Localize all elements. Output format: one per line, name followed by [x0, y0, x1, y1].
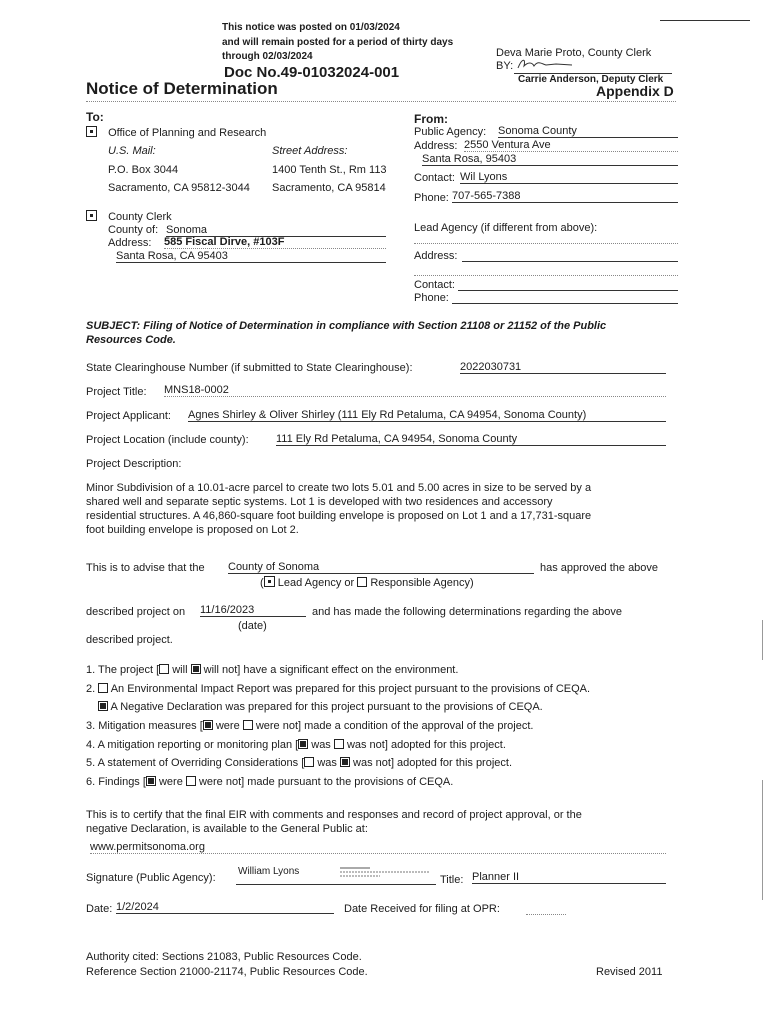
lead-phone-label: Phone: — [414, 292, 449, 304]
signature-line[interactable] — [236, 884, 436, 885]
mitigation-were-checkbox[interactable] — [203, 720, 213, 730]
deputy-clerk: Carrie Anderson, Deputy Clerk — [518, 74, 664, 85]
header-divider — [86, 101, 676, 102]
description-line-1: Minor Subdivision of a 10.01-acre parcel to create two lots 5.01 and 5.00 acres in size to be served by a — [86, 482, 592, 494]
lead-address-label: Address: — [414, 250, 458, 262]
page-title: Notice of Determination — [86, 79, 278, 98]
street-address: 1400 Tenth St., Rm 113 — [272, 164, 387, 176]
appendix-label: Appendix D — [596, 83, 674, 99]
determination-5: 5. A statement of Overriding Considerations [ was was not] adopted for this project. — [86, 757, 513, 769]
title-label: Title: — [440, 874, 464, 886]
title-value[interactable]: Planner II — [472, 871, 666, 884]
determination-4: 4. A mitigation reporting or monitoring plan [ was was not] adopted for this project. — [86, 739, 506, 751]
applicant-value[interactable]: Agnes Shirley & Oliver Shirley (111 Ely Rd Petaluma, CA 94954, Sonoma County) — [188, 409, 666, 422]
to-address-label: Address: — [108, 237, 152, 249]
mail-city: Sacramento, CA 95812-3044 — [108, 182, 250, 194]
overriding-was-not-checkbox[interactable] — [340, 757, 350, 767]
by-label: BY: — [496, 60, 514, 72]
contact-value[interactable]: Wil Lyons — [460, 171, 678, 184]
project-title-value[interactable]: MNS18-0002 — [164, 384, 666, 397]
subject-line-2: Resources Code. — [86, 334, 176, 346]
determinations-intro: and has made the following determinations regarding the above — [312, 606, 623, 618]
phone-value[interactable]: 707-565-7388 — [452, 190, 678, 203]
public-agency-label: Public Agency: — [414, 126, 487, 138]
authority-cited: Authority cited: Sections 21083, Public Resources Code. — [86, 951, 362, 963]
corner-line — [660, 20, 750, 21]
monitoring-was-checkbox[interactable] — [298, 739, 308, 749]
public-agency-value[interactable]: Sonoma County — [498, 125, 678, 138]
sch-value[interactable]: 2022030731 — [460, 361, 666, 374]
clerk-name: Deva Marie Proto, County Clerk — [496, 47, 652, 59]
po-box: P.O. Box 3044 — [108, 164, 179, 176]
subject-line-1: SUBJECT: Filing of Notice of Determination in compliance with Section 21108 or 21152 of the Public — [86, 320, 607, 332]
certify-line-1: This is to certify that the final EIR with comments and responses and record of project approval, or the — [86, 809, 582, 821]
from-address-label: Address: — [414, 140, 458, 152]
from-address-1[interactable]: 2550 Ventura Ave — [464, 139, 678, 152]
lead-agency-line[interactable] — [414, 243, 678, 244]
deputy-line — [514, 73, 672, 74]
from-label: From: — [414, 112, 448, 126]
to-address-2[interactable]: Santa Rosa, CA 95403 — [116, 250, 386, 263]
description-label: Project Description: — [86, 458, 182, 470]
street-city: Sacramento, CA 95814 — [272, 182, 386, 194]
described-on-label: described project on — [86, 606, 186, 618]
agency-type-line: ( Lead Agency or Responsible Agency) — [260, 577, 474, 589]
posted-line-3: through 02/03/2024 — [222, 51, 313, 62]
to-address-1[interactable]: 585 Fiscal Dirve, #103F — [164, 236, 386, 249]
lead-phone-line[interactable] — [452, 303, 678, 304]
lead-address-line-2[interactable] — [414, 275, 678, 276]
street-address-label: Street Address: — [272, 145, 348, 157]
lead-agency-checkbox[interactable] — [264, 576, 275, 587]
description-line-3: residential structures. A 46,860-square foot building envelope is proposed on Lot 1 and a 17,731-square — [86, 510, 592, 522]
posted-line-1: This notice was posted on 01/03/2024 — [222, 22, 400, 33]
contact-label: Contact: — [414, 172, 455, 184]
location-label: Project Location (include county): — [86, 434, 249, 446]
lead-contact-line[interactable] — [458, 290, 678, 291]
signature-label: Signature (Public Agency): — [86, 872, 216, 884]
determination-2: 2. An Environmental Impact Report was prepared for this project pursuant to the provisions of CEQA. — [86, 683, 591, 695]
clerk-signature — [516, 56, 576, 72]
revised-year: Revised 2011 — [596, 966, 663, 978]
opr-received-line[interactable] — [526, 914, 566, 915]
responsible-agency-text: Responsible Agency) — [370, 577, 474, 589]
opr-label: Office of Planning and Research — [108, 127, 267, 139]
responsible-agency-checkbox[interactable] — [357, 577, 367, 587]
public-url[interactable]: www.permitsonoma.org — [90, 841, 666, 854]
from-address-2[interactable]: Santa Rosa, 95403 — [422, 153, 678, 166]
significant-will-checkbox[interactable] — [159, 664, 169, 674]
county-clerk-line — [86, 210, 172, 223]
county-clerk-label: County Clerk — [108, 211, 172, 223]
mitigation-were-not-checkbox[interactable] — [243, 720, 253, 730]
opr-checkbox[interactable] — [86, 126, 97, 137]
digital-signature-stamp — [340, 864, 432, 880]
location-value[interactable]: 111 Ely Rd Petaluma, CA 94954, Sonoma County — [276, 433, 666, 446]
lead-contact-label: Contact: — [414, 279, 455, 291]
posted-line-2: and will remain posted for a period of thirty days — [222, 37, 454, 48]
scan-mark — [762, 780, 763, 900]
doc-number: Doc No.49-01032024-001 — [224, 64, 400, 81]
scan-mark — [762, 620, 763, 660]
description-line-4: foot building envelope is proposed on Lot 2. — [86, 524, 299, 536]
eir-checkbox[interactable] — [98, 683, 108, 693]
determination-6: 6. Findings [ were were not] made pursuant to the provisions of CEQA. — [86, 776, 454, 788]
monitoring-was-not-checkbox[interactable] — [334, 739, 344, 749]
advise-suffix: has approved the above — [540, 562, 659, 574]
determination-1: 1. The project [ will will not] have a significant effect on the environment. — [86, 664, 459, 676]
lead-agency-label: Lead Agency (if different from above): — [414, 222, 598, 234]
negative-declaration-checkbox[interactable] — [98, 701, 108, 711]
findings-were-not-checkbox[interactable] — [186, 776, 196, 786]
sch-label: State Clearinghouse Number (if submitted to State Clearinghouse): — [86, 362, 413, 374]
us-mail-label: U.S. Mail: — [108, 145, 156, 157]
overriding-was-checkbox[interactable] — [304, 757, 314, 767]
determination-2b: A Negative Declaration was prepared for this project pursuant to the provisions of CEQA. — [98, 701, 543, 713]
project-title-label: Project Title: — [86, 386, 147, 398]
date-caption: (date) — [238, 620, 267, 632]
applicant-label: Project Applicant: — [86, 410, 171, 422]
advise-agency[interactable]: County of Sonoma — [228, 561, 534, 574]
county-clerk-checkbox[interactable] — [86, 210, 97, 221]
date-label: Date: — [86, 903, 113, 915]
to-label: To: — [86, 110, 104, 124]
county-of-value[interactable]: Sonoma — [166, 224, 386, 237]
county-of-label: County of: — [108, 224, 159, 236]
certify-line-2: negative Declaration, is available to the General Public at: — [86, 823, 368, 835]
opr-line — [86, 126, 266, 139]
description-line-2: shared well and separate septic systems. Lot 1 is developed with two residences and accessory — [86, 496, 553, 508]
reference-section: Reference Section 21000-21174, Public Resources Code. — [86, 966, 368, 978]
signatory-name: William Lyons — [238, 866, 300, 877]
determination-3: 3. Mitigation measures [ were were not] made a condition of the approval of the project. — [86, 720, 534, 732]
significant-will-not-checkbox[interactable] — [191, 664, 201, 674]
lead-address-line[interactable] — [462, 261, 678, 262]
approval-date[interactable]: 11/16/2023 — [200, 604, 306, 617]
findings-were-checkbox[interactable] — [146, 776, 156, 786]
phone-label: Phone: — [414, 192, 449, 204]
opr-received-label: Date Received for filing at OPR: — [344, 903, 500, 915]
lead-agency-text: Lead Agency or — [277, 577, 355, 589]
date-value[interactable]: 1/2/2024 — [116, 901, 334, 914]
described-project: described project. — [86, 634, 173, 646]
advise-prefix: This is to advise that the — [86, 562, 205, 574]
